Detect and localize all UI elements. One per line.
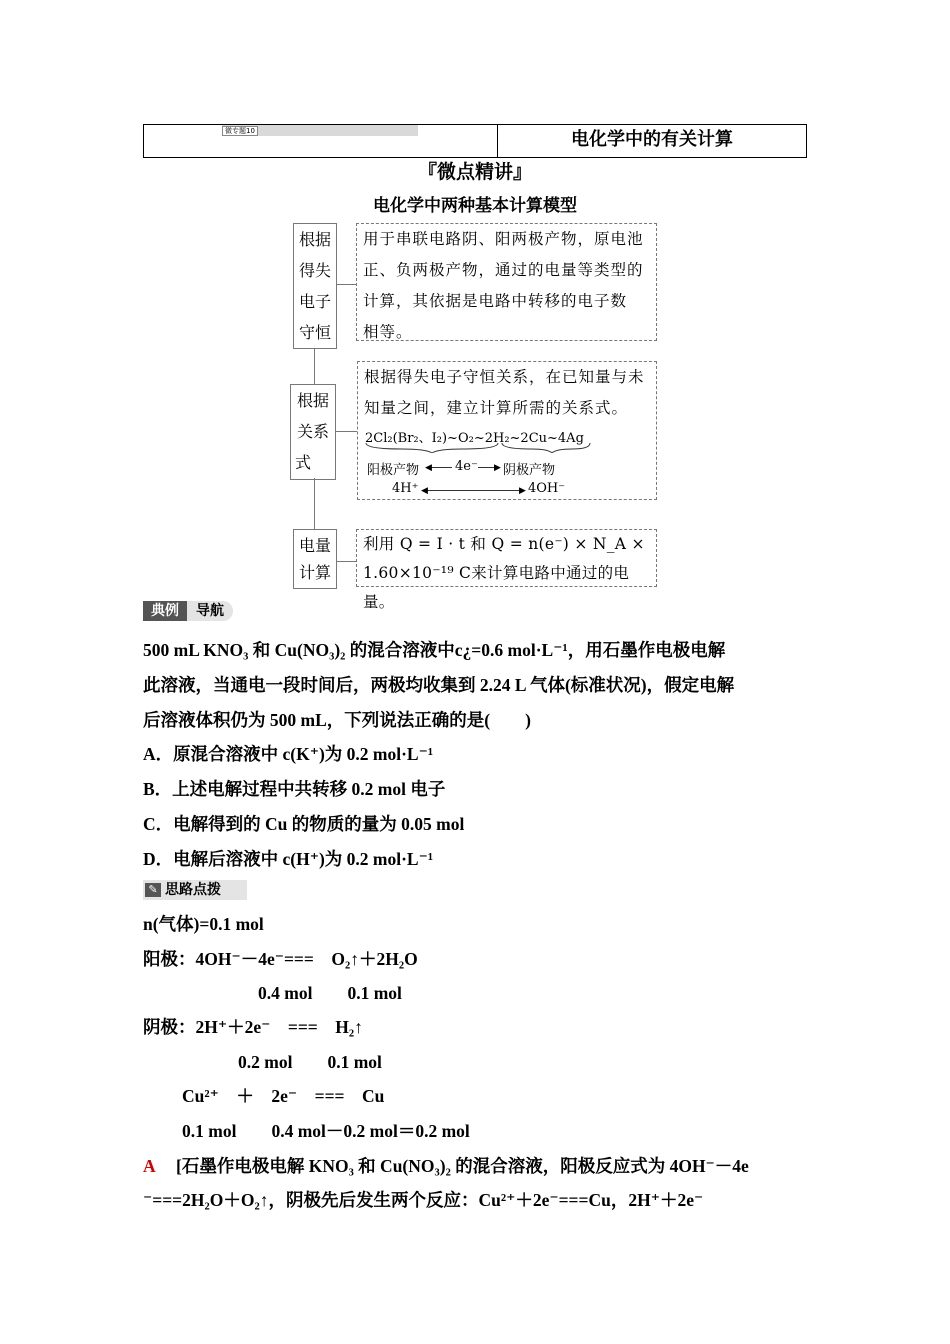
solution-line: 阴极：2H⁺＋2e⁻ === H₂↑ <box>143 1017 363 1037</box>
label1-line: 电子 <box>298 292 331 311</box>
label2-line: 式 <box>295 453 312 472</box>
answer-letter: A <box>143 1156 156 1176</box>
option-b: B．上述电解过程中共转移 0.2 mol 电子 <box>143 779 446 799</box>
arrow-right-label: 阴极产物 <box>503 463 556 478</box>
arrow-head-right-icon: ▶ <box>494 463 501 473</box>
desc-charge-calc <box>356 529 657 611</box>
option-a: A．原混合溶液中 c(K⁺)为 0.2 mol·L⁻¹ <box>143 744 434 764</box>
option-c: C．电解得到的 Cu 的物质的量为 0.05 mol <box>143 814 465 834</box>
label-charge-calc <box>293 529 337 589</box>
hint-badge <box>143 880 247 900</box>
double-arrow-line <box>422 490 524 491</box>
label1-line: 守恒 <box>298 323 331 342</box>
answer-line: ⁻===2H₂O＋O₂↑，阴极先后发生两个反应：Cu²⁺＋2e⁻===Cu，2H⁺＋2e⁻ <box>143 1190 704 1210</box>
example-badge-right: 导航 <box>187 601 233 621</box>
connector <box>314 348 315 384</box>
section-title: 『微点精讲』 <box>417 161 532 183</box>
answer-line: [石墨作电极电解 KNO₃ 和 Cu(NO₃)₂ 的混合溶液，阳极反应式为 4OH⁻－4e <box>176 1156 749 1176</box>
formula-braces <box>362 441 592 453</box>
h-right-label: 4OH⁻ <box>528 481 566 496</box>
h-left-label: 4H⁺ <box>392 481 419 496</box>
label2-line: 根据 <box>296 391 329 410</box>
topic-tag <box>222 125 418 136</box>
label3-line: 计算 <box>298 563 331 582</box>
desc3-line: 利用 Q = I · t 和 Q = n(e⁻) × N_A × <box>363 535 645 553</box>
problem-line: 此溶液，当通电一段时间后，两极均收集到 2.24 L 气体(标准状况)，假定电解 <box>143 675 735 695</box>
connector <box>314 478 315 529</box>
connector <box>336 561 356 562</box>
example-badge <box>143 601 235 621</box>
desc1-line: 用于串联电路阴、阳两极产物，原电池 <box>363 230 644 248</box>
problem-line: 500 mL KNO₃ 和 Cu(NO₃)₂ 的混合溶液中c¿=0.6 mol·L⁻¹，用石墨作电极电解 <box>143 640 726 660</box>
pencil-icon: ✎ <box>145 883 161 897</box>
page-title: 电化学中的有关计算 <box>571 129 733 150</box>
arrow-head-left-icon: ◀ <box>421 486 428 496</box>
desc2-line: 根据得失电子守恒关系，在已知量与未 <box>364 368 645 386</box>
solution-line: 0.2 mol 0.1 mol <box>238 1052 382 1072</box>
problem-line: 后溶液体积仍为 500 mL，下列说法正确的是( ) <box>143 710 531 730</box>
example-badge-left: 典例 <box>143 601 187 621</box>
desc2-line: 知量之间，建立计算所需的关系式。 <box>364 399 629 417</box>
connector <box>336 284 356 285</box>
hint-badge-label: 思路点拨 <box>165 882 221 898</box>
solution-line: 阳极：4OH⁻－4e⁻=== O₂↑＋2H₂O <box>143 949 418 969</box>
desc-electron-conservation <box>356 223 657 341</box>
label3-line: 电量 <box>298 536 331 555</box>
topic-tag-label: 微专题10 <box>222 126 258 136</box>
arrow-head-left-icon: ◀ <box>425 463 432 473</box>
label-relation-formula <box>290 384 336 480</box>
desc1-line: 相等。 <box>363 323 413 341</box>
option-d: D．电解后溶液中 c(H⁺)为 0.2 mol·L⁻¹ <box>143 849 434 869</box>
label-electron-conservation <box>293 223 337 349</box>
solution-line: n(气体)=0.1 mol <box>143 914 264 934</box>
section-subtitle: 电化学中两种基本计算模型 <box>373 196 577 216</box>
desc1-line: 计算，其依据是电路中转移的电子数 <box>363 292 628 310</box>
arrow-mid-label: 4e⁻ <box>455 459 478 474</box>
desc3-line: 1.60×10⁻¹⁹ C来计算电路中通过的电量。 <box>363 564 630 611</box>
label1-line: 得失 <box>298 261 331 280</box>
connector <box>335 431 357 432</box>
arrow-head-right-icon: ▶ <box>519 486 526 496</box>
desc1-line: 正、负两极产物，通过的电量等类型的 <box>363 261 644 279</box>
relation-formula: 2Cl₂(Br₂、I₂)~O₂~2H₂~2Cu~4Ag <box>365 431 584 446</box>
label1-line: 根据 <box>298 230 331 249</box>
solution-line: Cu²⁺ ＋ 2e⁻ === Cu <box>182 1086 385 1106</box>
solution-line: 0.4 mol 0.1 mol <box>258 983 402 1003</box>
solution-line: 0.1 mol 0.4 mol－0.2 mol＝0.2 mol <box>182 1121 470 1141</box>
arrow-left-label: 阳极产物 <box>367 463 420 478</box>
header-bar <box>143 124 807 158</box>
label2-line: 关系 <box>296 422 329 441</box>
